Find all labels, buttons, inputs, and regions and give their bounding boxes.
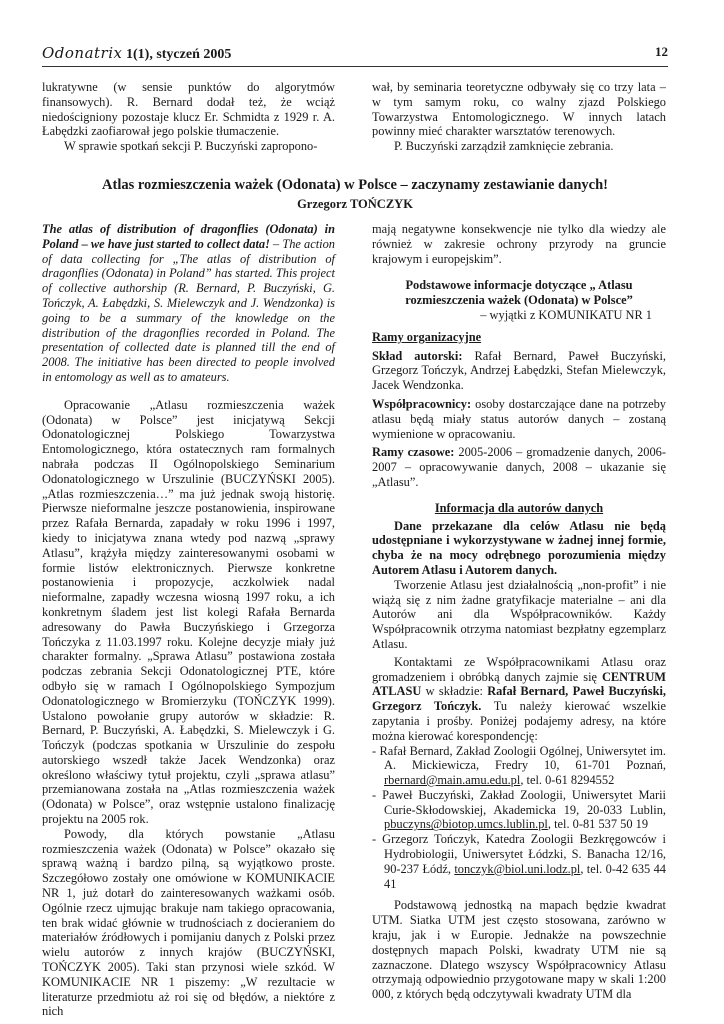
address-bernard-phone: , tel. 0-61 8294552 — [520, 773, 615, 788]
info-bold-paragraph: Dane przekazane dla celów Atlasu nie będą udostępniane i wykorzystywane w żadnej innej formie, chyba że na mocy odrębnego porozumienia między Autorem Atlasu i Autorem danych. — [372, 518, 666, 577]
email-buczynski-link[interactable]: pbuczyns@biotop.umcs.lublin.pl — [384, 817, 548, 832]
centrum-members: Rafał Bernard, Paweł Buczyński, Grzegorz Tończyk. — [372, 684, 667, 714]
ramy-czas-text: 2005-2006 – gromadzenie danych, 2006-2007 – opracowywanie danych, 2008 – ukazanie się „Atlasu”. — [372, 445, 666, 489]
address-tonczyk-phone: , tel. 0-42 635 44 41 — [384, 861, 666, 891]
address-bernard — [372, 744, 666, 788]
top-right-paragraph: wał, by seminaria teoretyczne odbywały się co trzy lata – w tym samym roku, co walny zjazd Polskiego Towarzystwa Entomologicznego. W innych latach powinny mieć charakter warsztatów terenowych. — [372, 80, 666, 139]
left-column — [42, 222, 335, 1019]
right-column — [372, 222, 666, 1002]
body-paragraph-1: Opracowanie „Atlasu rozmieszczenia ważek (Odonata) w Polsce” jest inicjatywą Sekcji Odonatologicznej Polskiego Towarzystwa Entomologicznego, która ostatecznych ram formalnych nabrała podczas II Ogólnopolskiego Seminarium Odonatologicznego w Urszulinie (BUCZYŃSKI 2005). „Atlas rozmieszczenia…” ma już jednak swoją historię. Pierwsze nieformalne jeszcze postanowienia, inspirowane przez Rafała Bernarda, zapadały w roku 1996 i 1997, kiedy to inicjatywa znana wtedy pod nazwą „sprawy Atlasu”, krążyła między zainteresowanymi osobami w formie listów elektronicznych. Pierwsze konkretne postanowienia i propozycje, aczkolwiek nadal nieformalne, zapadły wczesna wiosną 1997 roku, a ich konkretnym śladem jest list kolegi Rafała Bernarda adresowany do Pawła Buczyńskiego i Grzegorza Tończyka z 11.03.1997 roku. Kolejne decyzje miały już charakter formalny. „Sprawa Atlasu” postawiona została podczas zebrania Sekcji Odonatologicznej PTE, które odbyło się w ramach I Ogólnopolskiego Sympozjum Odonatologicznego w Bromierzyku (TOŃCZYK 1999). Ustalono powołanie grupy autorów w składzie: R. Bernard, P. Buczyński, A. Łabędzki, S. Mielewczyk i G. Tończyk (podczas spotkania w Urszulinie do zespołu autorskiego wszedł także Jacek Wendzonka) oraz określono właściwy tytuł projektu, czyli „sprawa atlasu” przemianowana została na „Atlas rozmieszczenia ważek (Odonata) w Polsce”, oraz wstępnie ustalono finalizację projektu na 2005 rok. — [42, 397, 335, 827]
email-bernard-link[interactable]: rbernard@main.amu.edu.pl — [384, 773, 521, 788]
top-left-paragraph-2: W sprawie spotkań sekcji P. Buczyński zapropono- — [64, 139, 318, 154]
top-left-paragraph: lukratywne (w sensie punktów do algorytmów finansowych). R. Bernard dodał też, że wciąż niedościgniony pozostaje klucz Er. Schmidta z 1929 r. A. Łabędzki zaofiarował jego polskie tłumaczenie. — [42, 80, 335, 139]
continued-paragraph: mają negatywne konsekwencje nie tylko dla wiedzy ale również w zakresie ochrony przyrody na gruncie krajowym i europejskim”. — [372, 222, 666, 266]
abstract-title: The atlas of distribution of dragonflies (Odonata) in Poland – we have just started to collect data! — [42, 222, 335, 251]
top-right-column — [372, 80, 666, 154]
page-number: 12 — [655, 44, 668, 59]
abstract-text: – The action of data collecting for „The atlas of distribution of dragonflies (Odonata) in Poland” has started. This project of collective authorship (R. Bernard, P. Buczyński, G. Tończyk, A. Łabędzki, S. Mielewczyk and J. Wendzonka) is going to be a summary of the knowledge on the distribution of the dragonflies recorded in Poland. The presentation of collected date is planned till the end of 2008. The initiative has been directed to people involved in entomology as well as to amateurs. — [42, 236, 335, 384]
address-buczynski-text: - Paweł Buczyński, Zakład Zoologii, Uniwersytet Marii Curie-Skłodowskiej, Akademicka 19, 20-033 Lublin, — [372, 787, 666, 817]
ramy-czas-label: Ramy czasowe: — [372, 445, 455, 460]
contact-text-2: w składzie: — [421, 684, 488, 699]
journal-issue — [42, 44, 231, 63]
article-author: Grzegorz TOŃCZYK — [297, 197, 413, 211]
wsp-text: osoby dostarczające dane na potrzeby atlasu będą miały status autorów danych – zostaną wymienione w opracowaniu. — [372, 396, 666, 441]
abstract — [42, 222, 335, 385]
sklad-text: Rafał Bernard, Paweł Buczyński, Grzegorz Tończyk, Andrzej Łabędzki, Stefan Mielewczyk, Jacek Wendzonka. — [372, 348, 666, 393]
page-header — [42, 44, 668, 67]
email-tonczyk-link[interactable]: tonczyk@biol.uni.lodz.pl — [454, 861, 581, 876]
ramy-heading: Ramy organizacyjne — [372, 329, 482, 344]
address-tonczyk — [372, 832, 666, 891]
utm-paragraph: Podstawową jednostką na mapach będzie kwadrat UTM. Siatka UTM jest często stosowana, zarówno w kraju, jak i w Europie. Jednakże na powszechnie dostępnych mapach Polski, kwadraty UTM nie są zaznaczone. Dlatego wszyscy Współpracownicy Atlasu otrzymają odpowiednio przygotowane mapy w skali 1:200 000, z których będą odczytywali kwadraty UTM dla — [372, 898, 666, 1002]
top-left-column — [42, 80, 335, 154]
address-buczynski — [372, 788, 666, 832]
address-tonczyk-text: - Grzegorz Tończyk, Katedra Zoologii Bezkręgowców i Hydrobiologii, Uniwersytet Łódzki, S. Banacha 12/16, 90-237 Łódź, — [372, 832, 666, 876]
issue-label: 1(1), styczeń 2005 — [122, 47, 232, 62]
journal-logo: Odonatrix — [42, 44, 123, 62]
body-paragraph-2: Powody, dla których powstanie „Atlasu rozmieszczenia ważek (Odonata) w Polsce” okazało się sprawą ważną i bardzo pilną, są wyjątkowo proste. Szczegółowo zostały one omówione w KOMUNIKACIE NR 1, już dotarł do zainteresowanych ważkami osób. Ogólnie rzecz ujmując brakuje nam takiego opracowania, ten brak widać głównie w trudnościach z docieraniem do materiałów źródłowych i pomijaniu danych z Polski przez wielu autorów z innych krajów (BUCZYŃSKI, TOŃCZYK 2005). Taki stan przynosi wiele szkód. W KOMUNIKACIE NR 1 piszemy: „W rezultacie w literaturze przedmiotu aż roi się od błędów, a niektóre z nich — [42, 826, 335, 1019]
article-title: Atlas rozmieszczenia ważek (Odonata) w Polsce – zaczynamy zestawianie danych! — [102, 177, 608, 193]
contact-text-1: Kontaktami ze Współpracownikami Atlasu oraz gromadzeniem i obróbką danych zajmie się — [372, 654, 666, 684]
address-bernard-text: - Rafał Bernard, Zakład Zoologii Ogólnej, Uniwersytet im. A. Mickiewicza, Fredry 10, 61-701 Poznań, — [372, 743, 666, 773]
sklad-label: Skład autorski: — [372, 348, 463, 363]
contact-paragraph — [372, 655, 666, 744]
box-subtitle: – wyjątki z KOMUNIKATU NR 1 — [480, 307, 652, 322]
box-title: Podstawowe informacje dotyczące „ Atlasu rozmieszczenia ważek (Odonata) w Polsce” — [405, 278, 633, 308]
wspolpracownicy-paragraph — [372, 397, 666, 441]
ramy-czasowe-paragraph — [372, 445, 666, 489]
contact-text-3: Tu należy kierować wszelkie zapytania i prośby. Poniżej podajemy adresy, na które można kierować korespondencję: — [372, 699, 666, 743]
sklad-paragraph — [372, 349, 666, 393]
info-heading: Informacja dla autorów danych — [434, 500, 604, 515]
nonprofit-paragraph: Tworzenie Atlasu jest działalnością „non-profit” i nie wiążą się z nim żadne gratyfikacje materialne – ani dla Autorów ani dla Współpracowników. Każdy Współpracownik otrzyma natomiast bezpłatny egzemplarz Atlasu. — [372, 577, 666, 651]
wsp-label: Współpracownicy: — [372, 396, 472, 411]
top-right-paragraph-2: P. Buczyński zarządził zamknięcie zebrania. — [394, 139, 614, 154]
address-buczynski-phone: , tel. 0-81 537 50 19 — [547, 817, 649, 832]
centrum-atlasu: CENTRUM ATLASU — [372, 669, 666, 699]
